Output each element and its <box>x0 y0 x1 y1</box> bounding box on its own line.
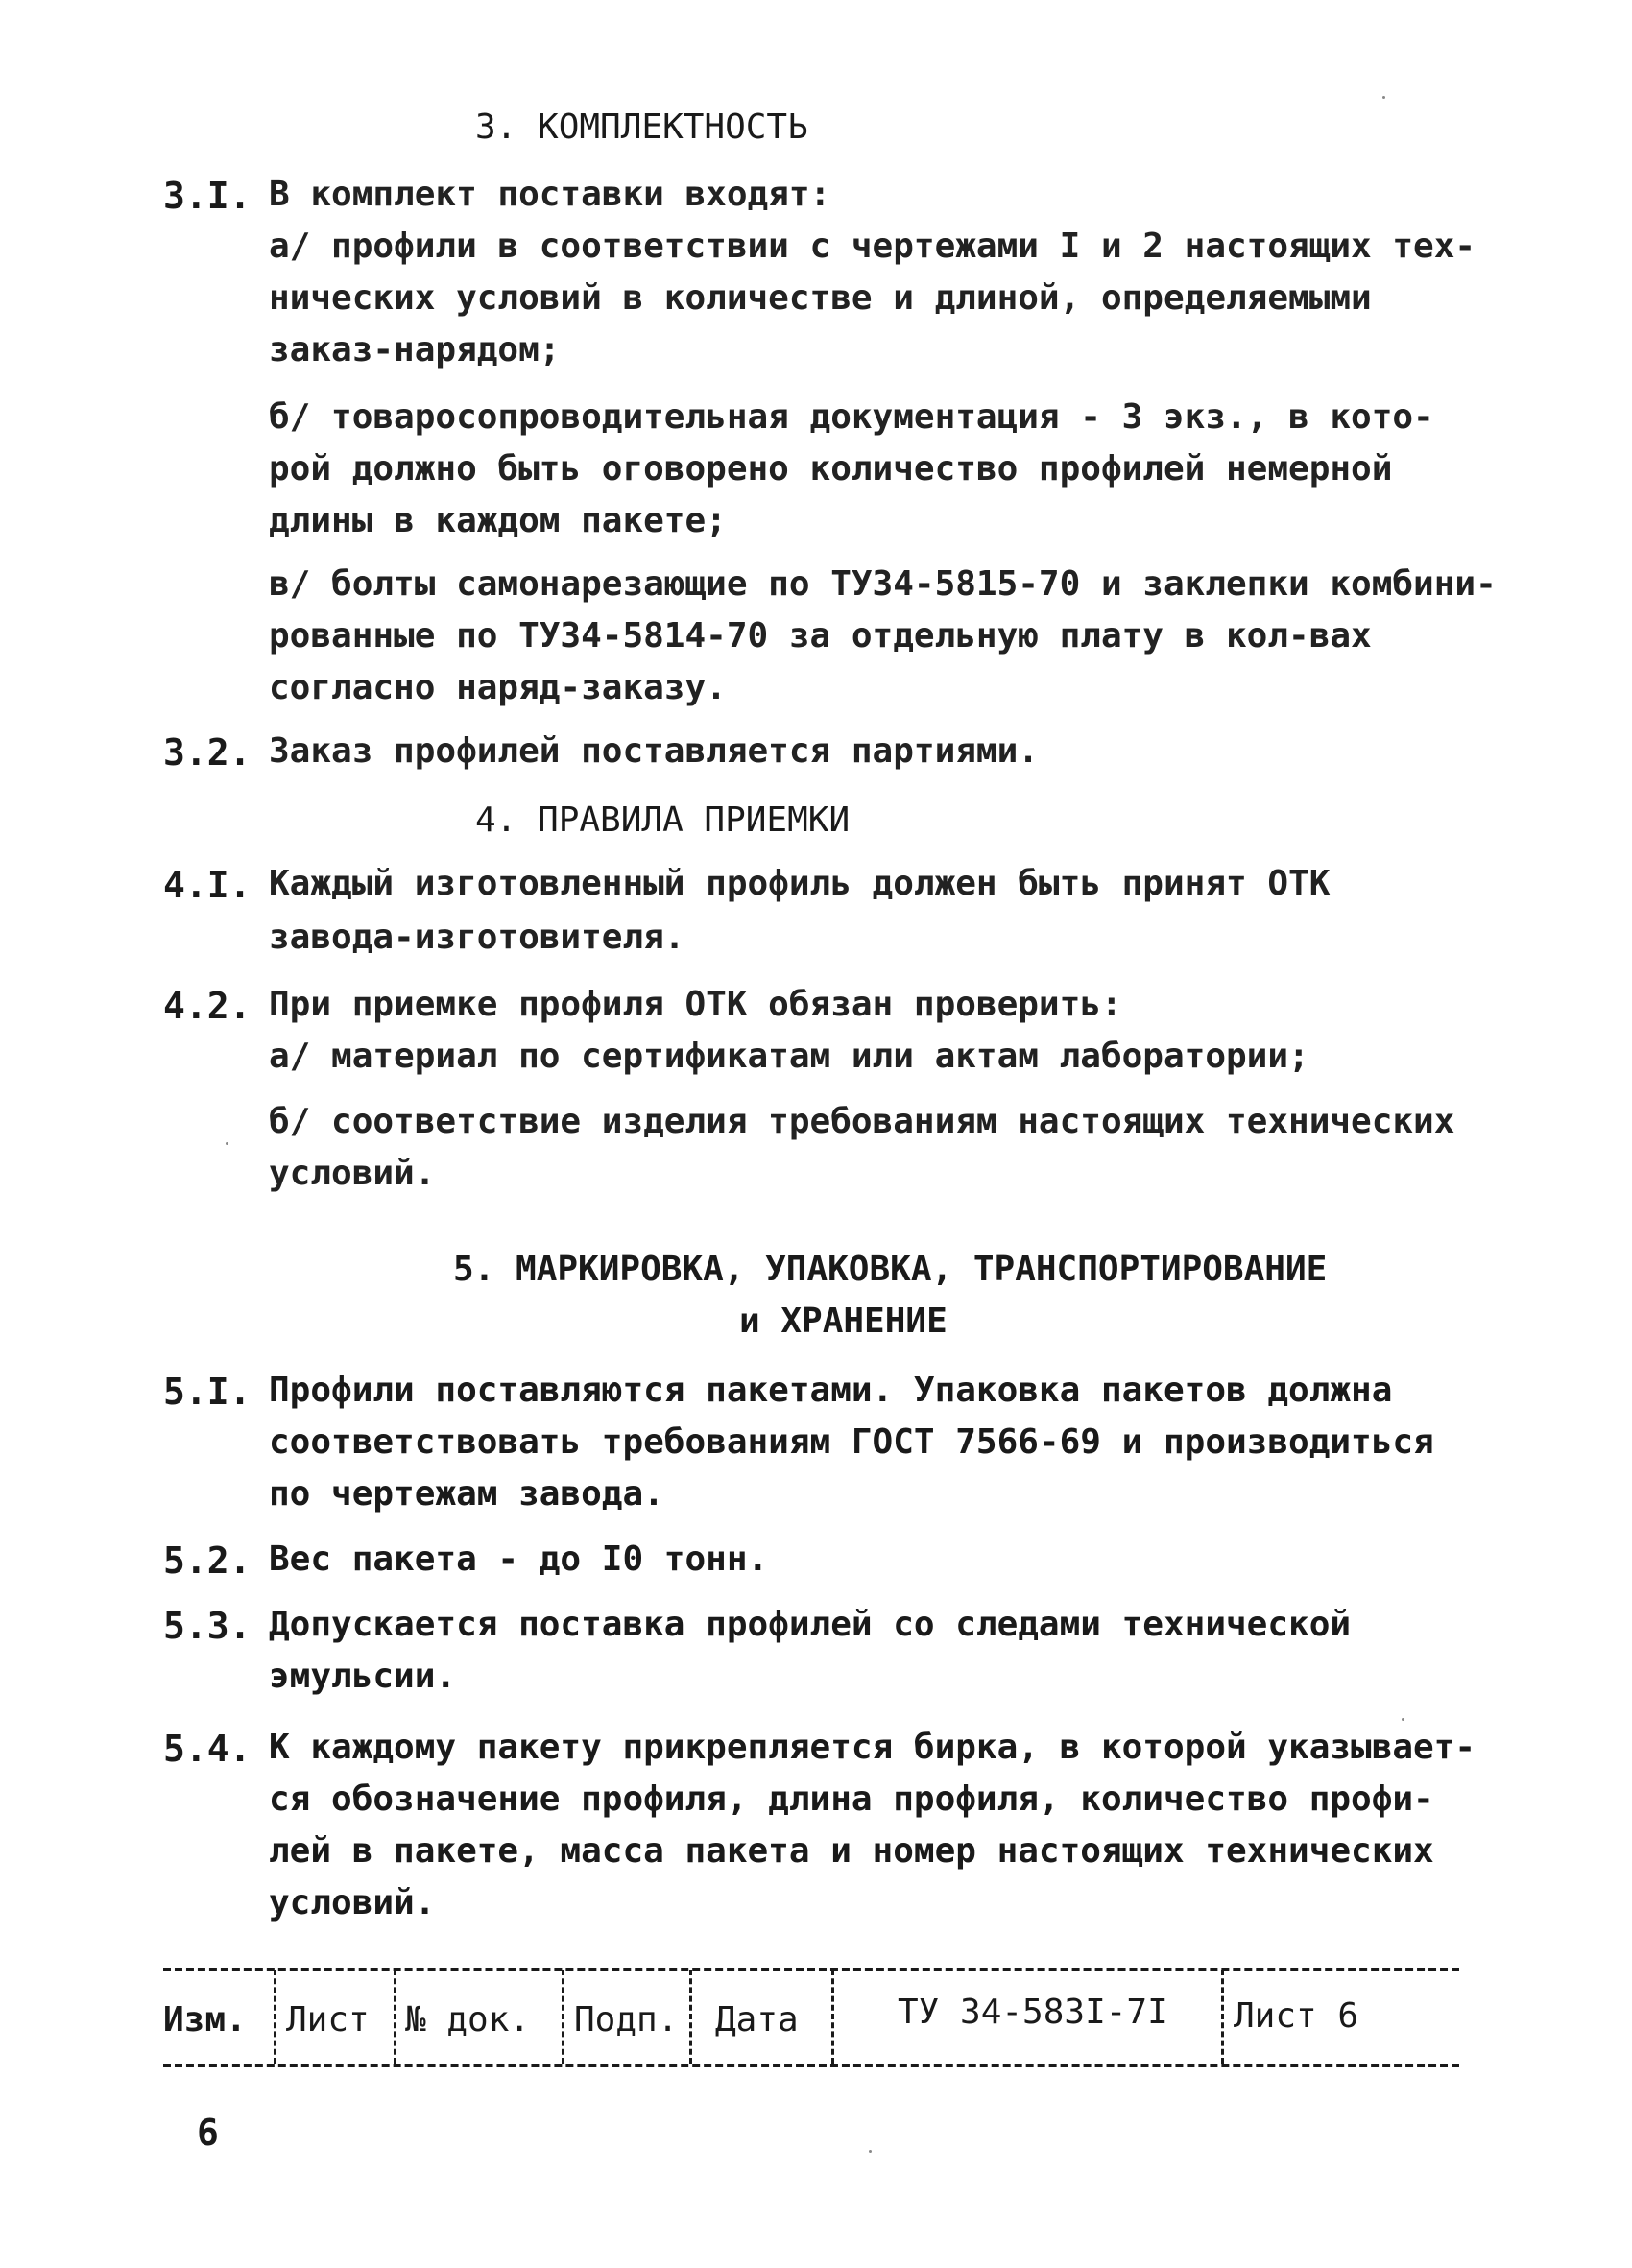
item-3-1-line-9: рованные по ТУ34-5814-70 за отдельную плату в кол-вах <box>269 616 1372 656</box>
item-number-5-1: 5.I. <box>163 1371 252 1413</box>
item-5-1-line-3: по чертежам завода. <box>269 1474 664 1514</box>
item-4-2-line-4: условий. <box>269 1154 436 1193</box>
item-5-4-line-3: лей в пакете, масса пакета и номер настоящих технических <box>269 1831 1434 1871</box>
section-3-heading: 3. КОМПЛЕКТНОСТЬ <box>475 107 808 147</box>
item-4-2-line-2: а/ материал по сертификатам или актам лаборатории; <box>269 1037 1309 1076</box>
item-number-5-2: 5.2. <box>163 1540 252 1582</box>
item-number-3-2: 3.2. <box>163 731 252 774</box>
title-block-izm: Изм. <box>163 2000 247 2040</box>
title-block-top-rule <box>163 1968 1459 1971</box>
scan-speck <box>1382 96 1385 99</box>
item-3-1-line-1: В комплект поставки входят: <box>269 175 831 214</box>
item-5-3-line-1: Допускается поставка профилей со следами технической <box>269 1605 1352 1644</box>
title-block-divider <box>831 1970 834 2064</box>
section-5-heading-line-2: и ХРАНЕНИЕ <box>739 1301 948 1341</box>
item-5-3-line-2: эмульсии. <box>269 1657 457 1696</box>
item-5-4-line-1: К каждому пакету прикрепляется бирка, в которой указывает- <box>269 1728 1476 1767</box>
item-number-3-1: 3.I. <box>163 175 252 217</box>
item-3-1-line-6: рой должно быть оговорено количество профилей немерной <box>269 449 1393 489</box>
title-block-sheet: Лист 6 <box>1234 1996 1359 2036</box>
item-number-5-4: 5.4. <box>163 1728 252 1770</box>
item-3-2-line-1: Заказ профилей поставляется партиями. <box>269 731 1039 771</box>
page-number: 6 <box>197 2112 219 2154</box>
item-4-1-line-1: Каждый изготовленный профиль должен быть принят ОТК <box>269 864 1331 903</box>
scan-speck <box>869 2150 872 2153</box>
scan-speck <box>1402 1718 1404 1721</box>
item-3-1-line-4: заказ-нарядом; <box>269 330 561 370</box>
item-3-1-line-8: в/ болты самонарезающие по ТУ34-5815-70 и заклепки комбини- <box>269 564 1497 604</box>
item-5-4-line-4: условий. <box>269 1883 436 1922</box>
title-block-data: Дата <box>715 2000 799 2040</box>
item-4-2-line-3: б/ соответствие изделия требованиям настоящих технических <box>269 1102 1455 1141</box>
item-number-4-1: 4.I. <box>163 864 252 906</box>
item-3-1-line-7: длины в каждом пакете; <box>269 501 727 540</box>
item-5-1-line-2: соответствовать требованиям ГОСТ 7566-69 и производиться <box>269 1422 1434 1462</box>
title-block-divider <box>562 1970 564 2064</box>
item-5-2-line-1: Вес пакета - до I0 тонн. <box>269 1540 769 1579</box>
title-block-list: Лист <box>286 2000 370 2040</box>
item-number-4-2: 4.2. <box>163 985 252 1027</box>
item-3-1-line-5: б/ товаросопроводительная документация - 3 экз., в кото- <box>269 397 1434 437</box>
title-block-designation: ТУ 34-583I-7I <box>898 1993 1168 2032</box>
item-4-2-line-1: При приемке профиля ОТК обязан проверить: <box>269 985 1122 1024</box>
section-4-heading: 4. ПРАВИЛА ПРИЕМКИ <box>475 800 851 840</box>
title-block-divider <box>394 1970 396 2064</box>
item-4-1-line-2: завода-изготовителя. <box>269 918 685 957</box>
title-block-divider <box>689 1970 692 2064</box>
section-5-heading-line-1: 5. МАРКИРОВКА, УПАКОВКА, ТРАНСПОРТИРОВАНИЕ <box>453 1250 1328 1289</box>
title-block-podp: Подп. <box>574 2000 679 2040</box>
item-number-5-3: 5.3. <box>163 1605 252 1647</box>
title-block-divider <box>1221 1970 1224 2064</box>
item-3-1-line-10: согласно наряд-заказу. <box>269 668 727 707</box>
item-3-1-line-2: а/ профили в соответствии с чертежами I и 2 настоящих тех- <box>269 227 1476 266</box>
item-5-4-line-2: ся обозначение профиля, длина профиля, количество профи- <box>269 1779 1434 1819</box>
item-5-1-line-1: Профили поставляются пакетами. Упаковка пакетов должна <box>269 1371 1393 1410</box>
title-block-doc-no: № док. <box>405 2000 531 2040</box>
scan-speck <box>226 1142 228 1145</box>
title-block-divider <box>274 1970 276 2064</box>
title-block-bottom-rule <box>163 2064 1459 2067</box>
item-3-1-line-3: нических условий в количестве и длиной, определяемыми <box>269 278 1372 318</box>
